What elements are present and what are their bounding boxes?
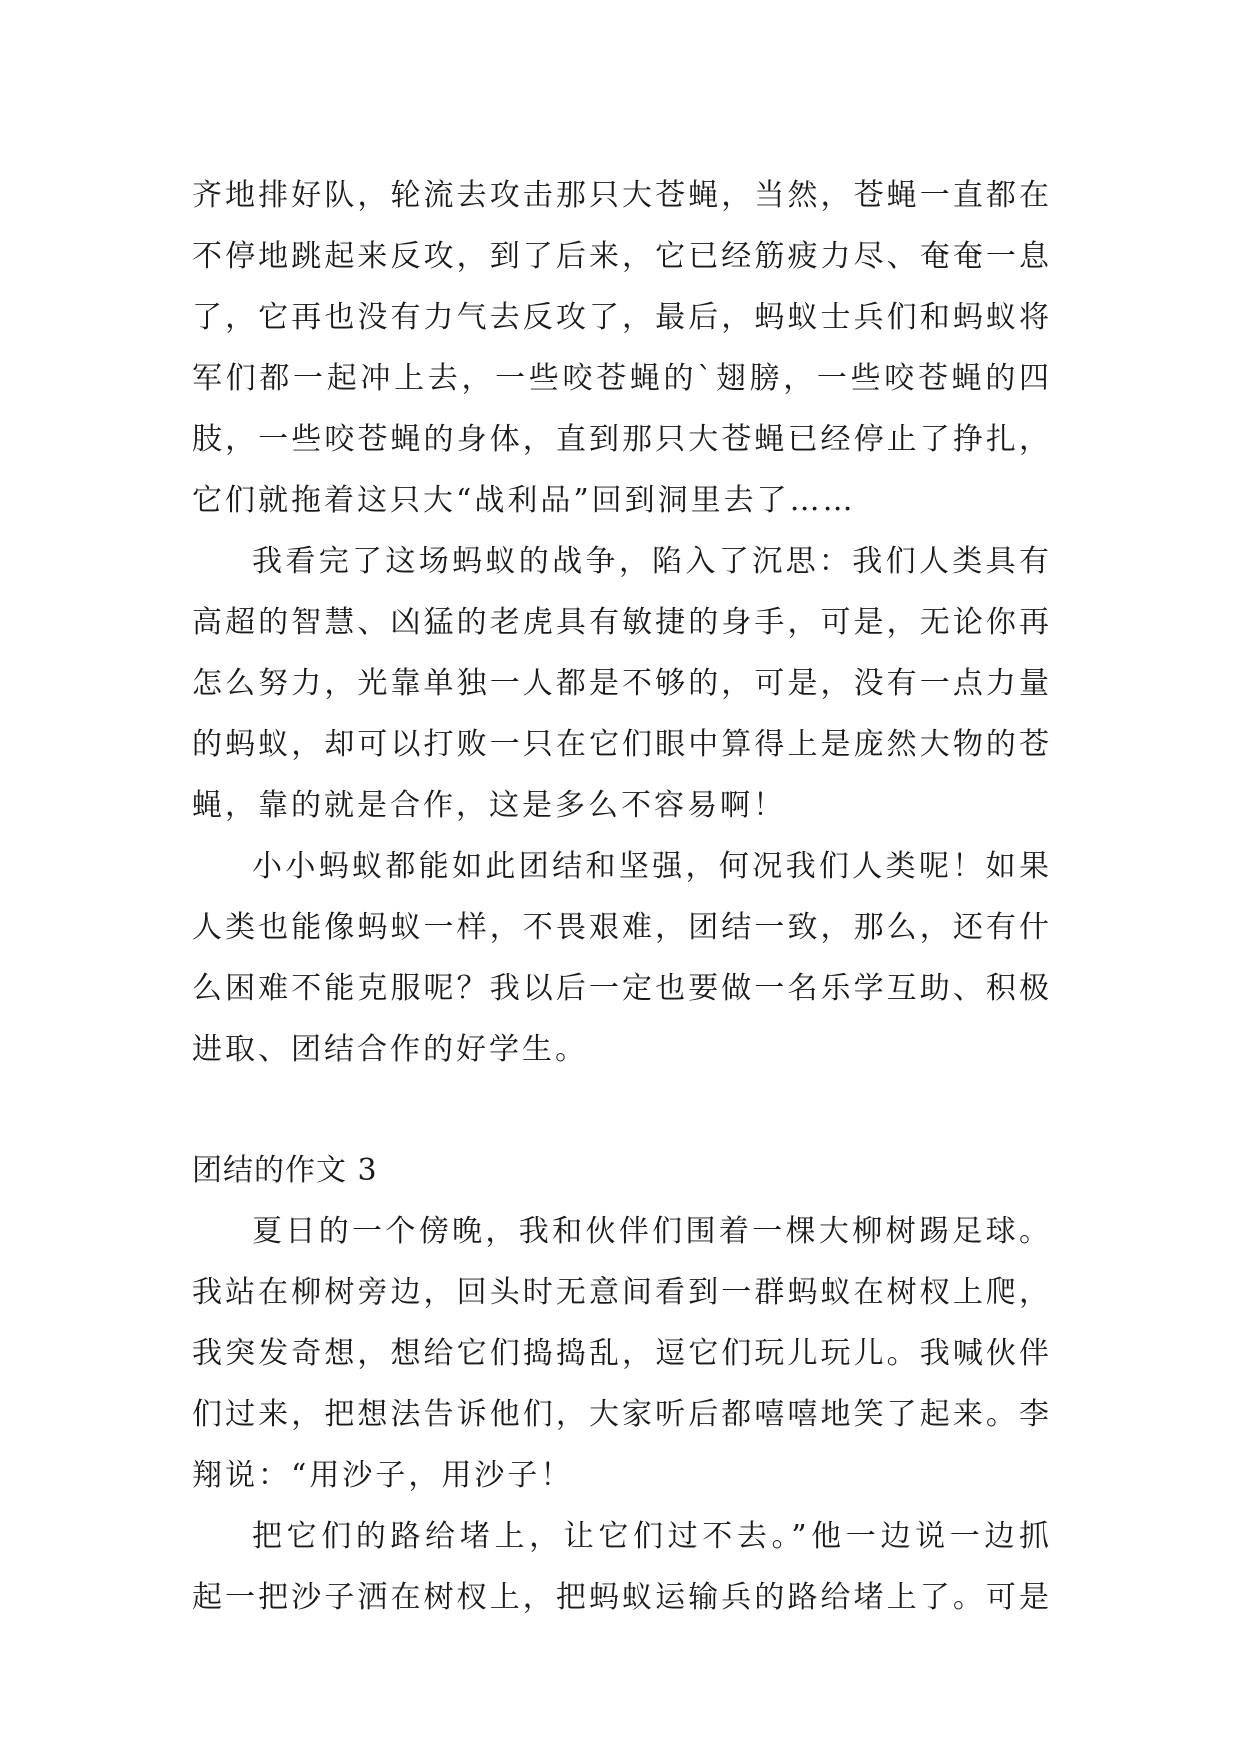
paragraph-battle-continuation — [192, 165, 1052, 531]
text-line: 齐地排好队，轮流去攻击那只大苍蝇，当然，苍蝇一直都在 — [192, 178, 1052, 213]
text-line: 它们就拖着这只大“战利品”回到洞里去了…… — [192, 483, 856, 518]
text-line: 肢，一些咬苍蝇的身体，直到那只大苍蝇已经停止了挣扎， — [192, 422, 1052, 457]
text-line: 翔说：“用沙子，用沙子！ — [192, 1458, 574, 1493]
text-line: 起一把沙子洒在树杈上，把蚂蚁运输兵的路给堵上了。可是 — [192, 1580, 1052, 1615]
paragraph-conclusion — [192, 836, 1052, 1080]
text-line: 蝇，靠的就是合作，这是多么不容易啊！ — [192, 788, 786, 823]
text-line: 高超的智慧、凶猛的老虎具有敏捷的身手，可是，无论你再 — [192, 605, 1052, 640]
text-line: 么困难不能克服呢？我以后一定也要做一名乐学互助、积极 — [192, 971, 1052, 1006]
document-body — [192, 165, 1052, 1628]
text-line: 的蚂蚁，却可以打败一只在它们眼中算得上是庞然大物的苍 — [192, 727, 1052, 762]
text-line: 了，它再也没有力气去反攻了，最后，蚂蚁士兵们和蚂蚁将 — [192, 300, 1052, 335]
paragraph-reflection — [192, 531, 1052, 836]
text-line: 我突发奇想，想给它们捣捣乱，逗它们玩儿玩儿。我喊伙伴 — [192, 1336, 1052, 1371]
text-line: 小小蚂蚁都能如此团结和坚强，何况我们人类呢！如果 — [252, 849, 1052, 884]
section-title: 团结的作文 3 — [192, 1153, 378, 1188]
text-line: 夏日的一个傍晚，我和伙伴们围着一棵大柳树踢足球。 — [252, 1214, 1052, 1249]
paragraph-sand-block — [192, 1506, 1052, 1628]
text-line: 人类也能像蚂蚁一样，不畏艰难，团结一致，那么，还有什 — [192, 910, 1052, 945]
text-line: 我看完了这场蚂蚁的战争，陷入了沉思：我们人类具有 — [252, 544, 1052, 579]
text-line: 进取、团结合作的好学生。 — [192, 1032, 588, 1067]
text-line: 我站在柳树旁边，回头时无意间看到一群蚂蚁在树杈上爬， — [192, 1275, 1052, 1310]
text-line: 军们都一起冲上去，一些咬苍蝇的`翅膀，一些咬苍蝇的四 — [192, 361, 1052, 396]
text-line: 不停地跳起来反攻，到了后来，它已经筋疲力尽、奄奄一息 — [192, 239, 1052, 274]
text-line: 们过来，把想法告诉他们，大家听后都嘻嘻地笑了起来。李 — [192, 1397, 1052, 1432]
text-line: 怎么努力，光靠单独一人都是不够的，可是，没有一点力量 — [192, 666, 1052, 701]
paragraph-summer-evening — [192, 1201, 1052, 1506]
text-line: 把它们的路给堵上，让它们过不去。”他一边说一边抓 — [252, 1519, 1052, 1554]
